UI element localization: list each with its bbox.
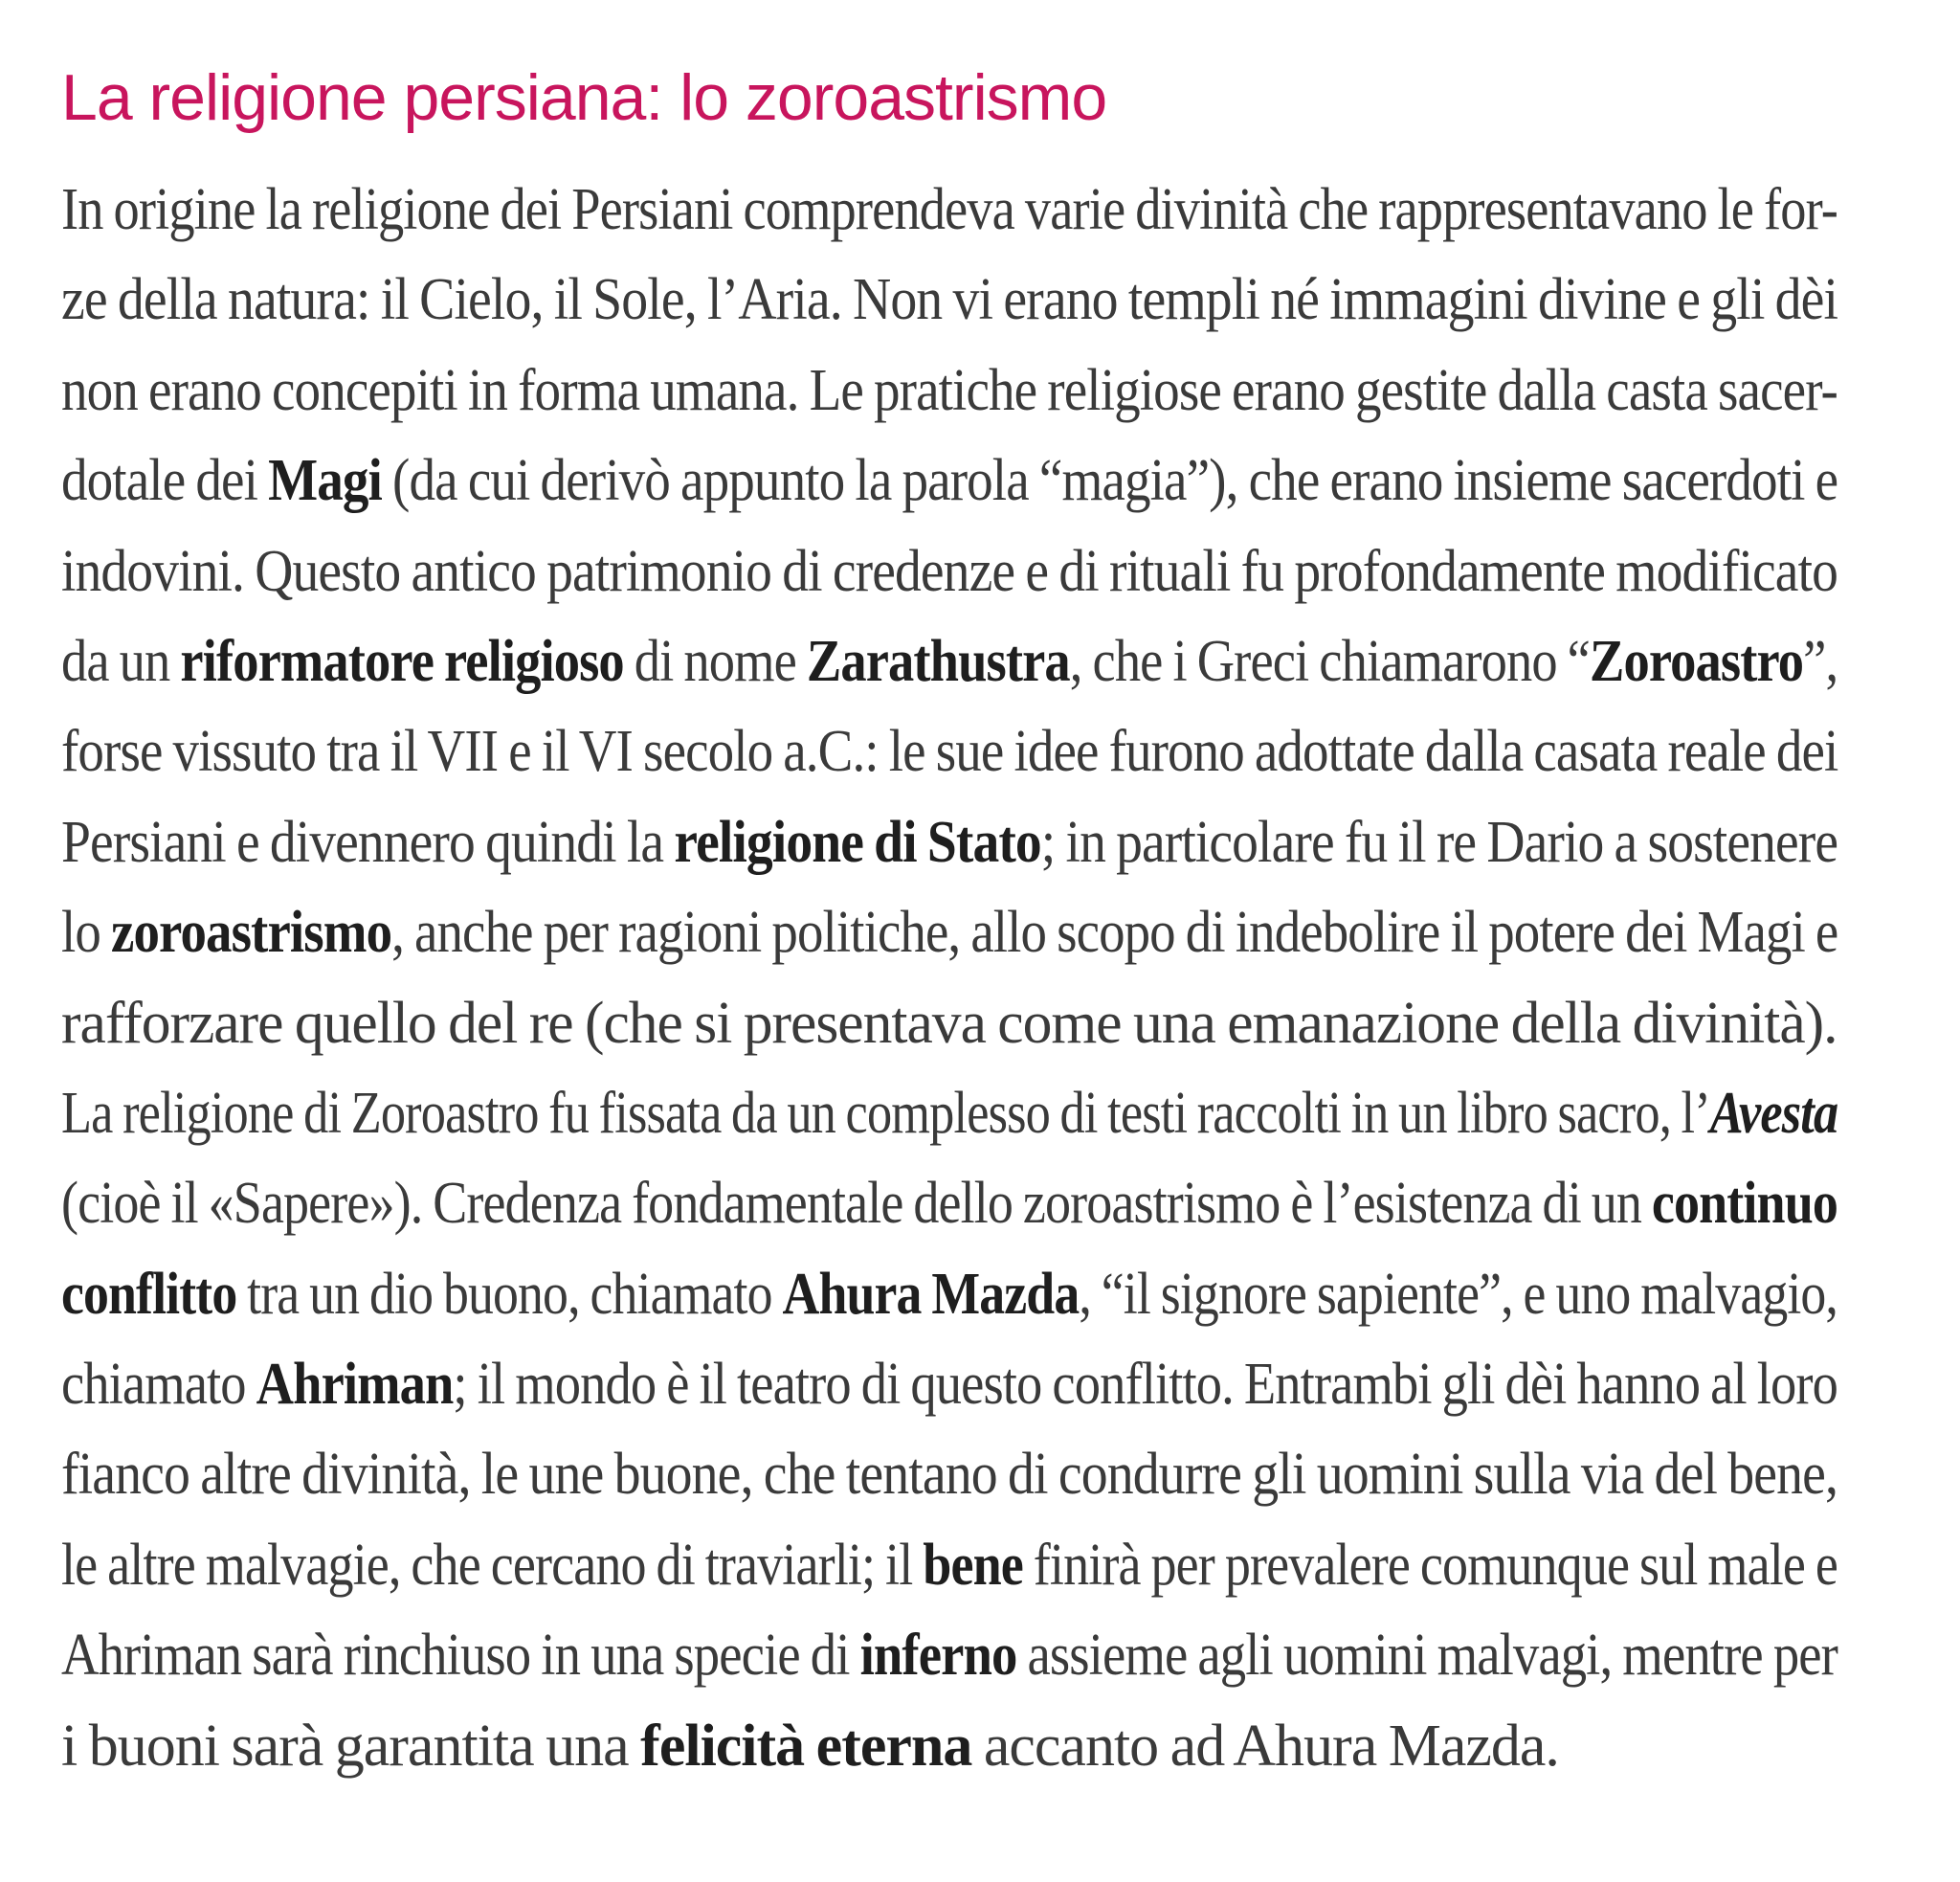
text-run: La religione di Zoroastro fu fissata da un complesso di testi raccolti in un libro sacro, l’: [61, 1080, 1710, 1146]
paragraph: [61, 1068, 1838, 1791]
text-run: finirà per prevalere comunque sul male e: [1022, 1532, 1838, 1598]
bold-term: Zarathustra: [806, 628, 1070, 694]
text-line: [61, 1520, 1838, 1610]
text-run: (cioè il «Sapere»). Credenza fondamentale dello zoroastrismo è l’esistenza di un: [61, 1171, 1652, 1237]
bold-term: inferno: [859, 1623, 1017, 1689]
text-run: ; il mondo è il teatro di questo conflitto. Entrambi gli dèi hanno al loro: [453, 1352, 1838, 1418]
text-line: [61, 887, 1838, 977]
text-line: [61, 706, 1838, 796]
text-run: non erano concepiti in forma umana. Le pratiche religiose erano gestite dalla casta sacer-: [61, 357, 1838, 423]
text-line: [61, 1701, 1838, 1791]
bold-term: Ahura Mazda: [782, 1261, 1080, 1327]
text-run: i buoni sarà garantita una: [61, 1713, 641, 1779]
text-line: [61, 1068, 1838, 1158]
bold-term: Ahriman: [256, 1352, 454, 1418]
text-line: [61, 165, 1838, 255]
text-line: [61, 1158, 1838, 1248]
text-run: fianco altre divinità, le une buone, che tentano di condurre gli uomini sulla via del bene,: [61, 1442, 1838, 1508]
section-heading: La religione persiana: lo zoroastrismo: [61, 61, 1107, 134]
text-line: [61, 1429, 1838, 1519]
text-run: le altre malvagie, che cercano di traviarli; il: [61, 1532, 924, 1598]
text-line: [61, 1610, 1838, 1700]
text-line: [61, 797, 1838, 887]
text-run: (da cui derivò appunto la parola “magia”), che erano insieme sacerdoti e: [381, 448, 1838, 514]
text-run: accanto ad Ahura Mazda.: [971, 1713, 1559, 1779]
bold-term: zoroastrismo: [110, 900, 392, 966]
text-line: [61, 978, 1838, 1068]
bold-term: bene: [923, 1532, 1023, 1598]
bold-term: conflitto: [61, 1261, 237, 1327]
text-line: [61, 616, 1838, 706]
bold-term: continuo: [1651, 1171, 1838, 1237]
body-text: [61, 165, 1838, 1791]
text-run: Ahriman sarà rinchiuso in una specie di: [61, 1623, 860, 1689]
bold-term: religione di Stato: [674, 809, 1041, 875]
text-run: rafforzare quello del re (che si presentava come una emanazione della divinità).: [61, 990, 1838, 1056]
text-run: lo: [61, 900, 111, 966]
text-run: Persiani e divennero quindi la: [61, 809, 675, 875]
text-run: tra un dio buono, chiamato: [236, 1261, 783, 1327]
text-run: , anche per ragioni politiche, allo scopo di indebolire il potere dei Magi e: [391, 900, 1838, 966]
text-run: In origine la religione dei Persiani comprendeva varie divinità che rappresentavano le for-: [61, 177, 1838, 242]
bold-term: Magi: [268, 448, 382, 514]
text-run: chiamato: [61, 1352, 256, 1418]
bold-term: riformatore religioso: [180, 628, 624, 694]
text-run: da un: [61, 628, 181, 694]
text-run: assieme agli uomini malvagi, mentre per: [1016, 1623, 1838, 1689]
text-run: ; in particolare fu il re Dario a sostenere: [1040, 809, 1838, 875]
text-run: ze della natura: il Cielo, il Sole, l’Aria. Non vi erano templi né immagini divine e gli dèi: [61, 267, 1838, 333]
text-line: [61, 436, 1838, 526]
text-run: , che i Greci chiamarono “: [1069, 628, 1590, 694]
bold-term: felicità eterna: [640, 1713, 972, 1779]
text-line: [61, 1339, 1838, 1429]
text-run: forse vissuto tra il VII e il VI secolo a.C.: le sue idee furono adottate dalla casata reale dei: [61, 719, 1838, 785]
bold-term: Zoroastro: [1589, 628, 1804, 694]
text-run: indovini. Questo antico patrimonio di credenze e di rituali fu profondamente modificato: [61, 538, 1838, 604]
paragraph: [61, 165, 1838, 1068]
text-line: [61, 527, 1838, 616]
text-line: [61, 1249, 1838, 1339]
text-line: [61, 255, 1838, 345]
italic-term: Avesta: [1709, 1080, 1838, 1146]
text-run: dotale dei: [61, 448, 269, 514]
text-run: , “il signore sapiente”, e uno malvagio,: [1079, 1261, 1838, 1327]
text-run: di nome: [623, 628, 807, 694]
text-line: [61, 346, 1838, 436]
text-run: ”,: [1803, 628, 1838, 694]
